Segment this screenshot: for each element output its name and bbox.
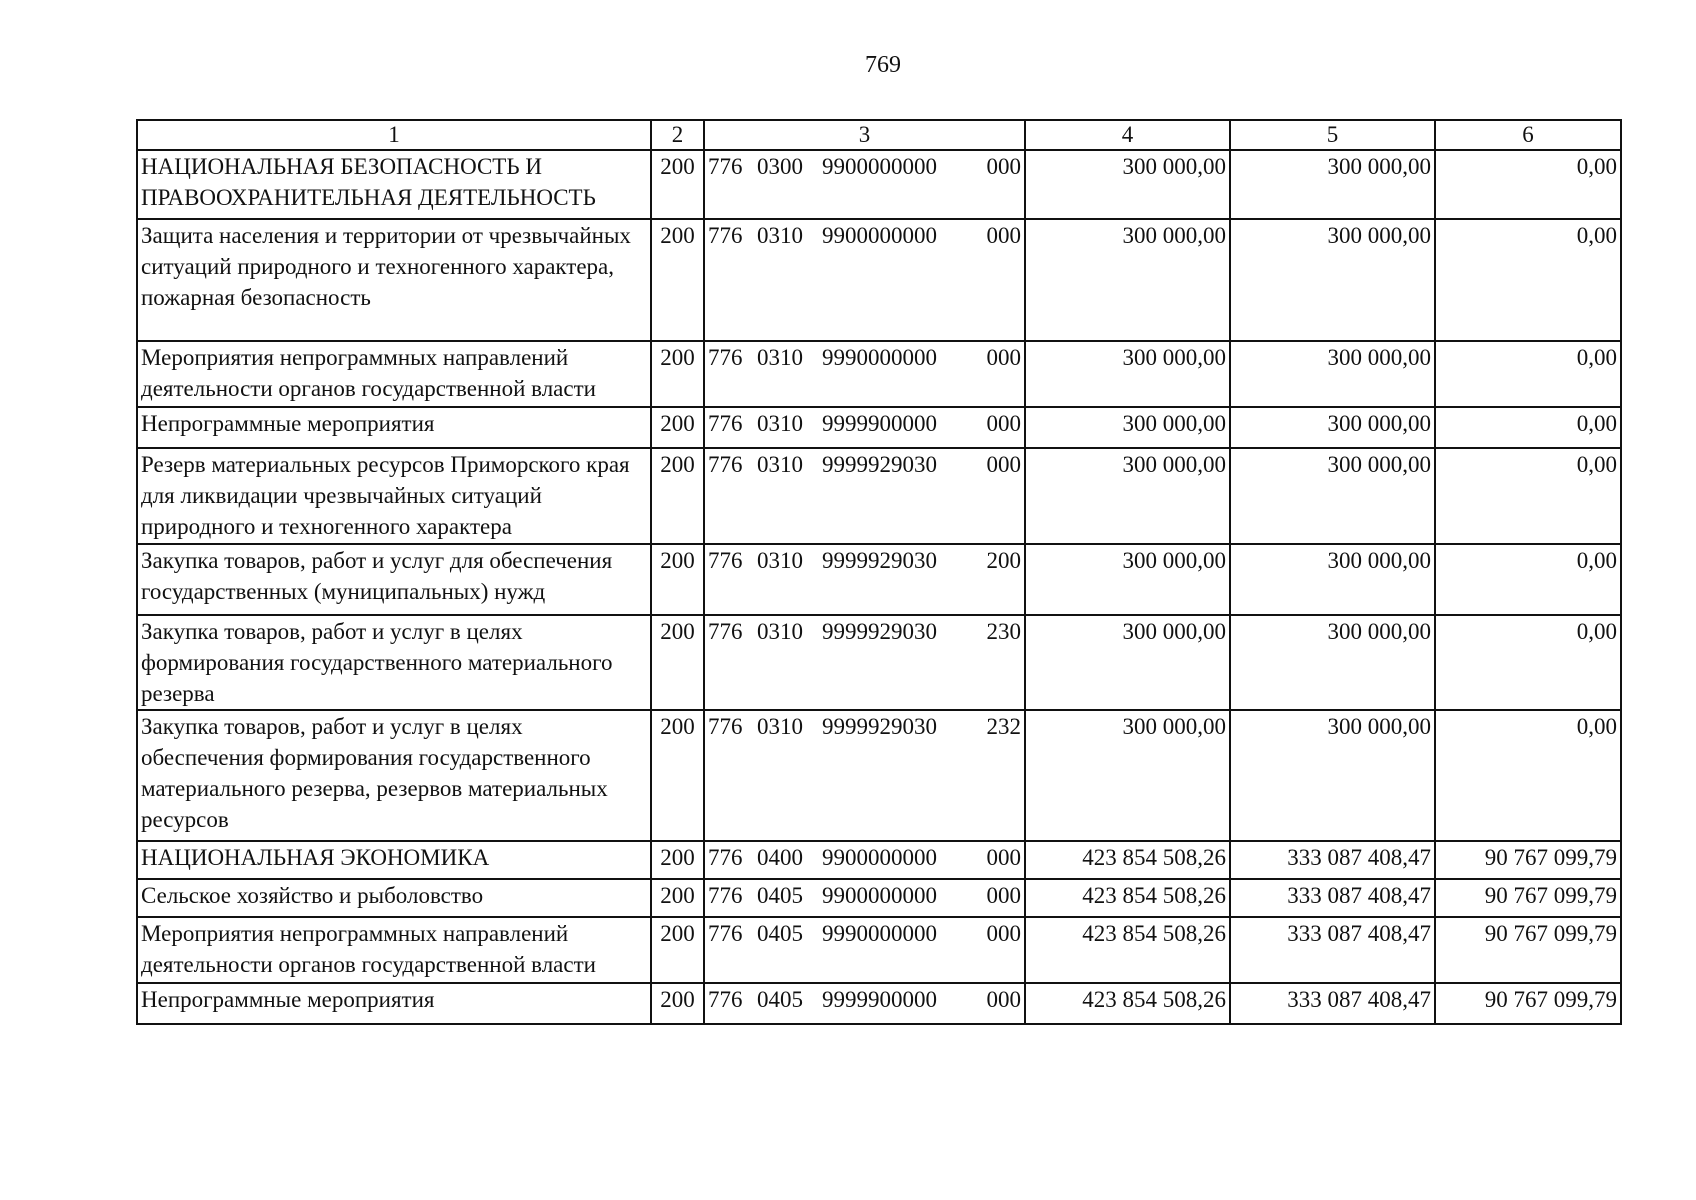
expense-type-code: 000 <box>986 223 1021 248</box>
amount-col6: 90 767 099,79 <box>1435 917 1621 983</box>
expense-type-code: 000 <box>986 345 1021 370</box>
section-code: 0300 <box>757 154 803 179</box>
row-codes <box>704 219 1025 341</box>
amount-col6: 90 767 099,79 <box>1435 879 1621 917</box>
section-code: 0310 <box>757 548 803 573</box>
dept-code: 776 <box>708 845 743 870</box>
section-code: 0310 <box>757 411 803 436</box>
row-name: Закупка товаров, работ и услуг в целях формирования государственного материального резерва <box>137 615 651 710</box>
row-name: Резерв материальных ресурсов Приморского края для ликвидации чрезвычайных ситуаций природного и техногенного характера <box>137 448 651 544</box>
amount-col5: 333 087 408,47 <box>1230 879 1435 917</box>
amount-col6: 90 767 099,79 <box>1435 983 1621 1024</box>
amount-col4: 423 854 508,26 <box>1025 879 1230 917</box>
table-row <box>137 407 1621 448</box>
section-code: 0310 <box>757 714 803 739</box>
column-header-6: 6 <box>1435 120 1621 150</box>
row-code-col2: 200 <box>651 448 704 544</box>
target-code: 9999900000 <box>822 411 937 436</box>
page-number: 769 <box>865 52 901 78</box>
section-code: 0310 <box>757 452 803 477</box>
amount-col6: 0,00 <box>1435 710 1621 841</box>
table-body <box>137 150 1621 1024</box>
target-code: 9999900000 <box>822 987 937 1012</box>
table-row <box>137 341 1621 407</box>
row-code-col2: 200 <box>651 150 704 219</box>
table-row <box>137 615 1621 710</box>
amount-col4: 300 000,00 <box>1025 448 1230 544</box>
expense-type-code: 230 <box>986 619 1021 644</box>
column-header-4: 4 <box>1025 120 1230 150</box>
row-codes <box>704 544 1025 615</box>
amount-col6: 0,00 <box>1435 150 1621 219</box>
amount-col4: 300 000,00 <box>1025 710 1230 841</box>
expense-type-code: 000 <box>986 921 1021 946</box>
row-name: Непрограммные мероприятия <box>137 407 651 448</box>
amount-col5: 300 000,00 <box>1230 219 1435 341</box>
row-name: Закупка товаров, работ и услуг для обеспечения государственных (муниципальных) нужд <box>137 544 651 615</box>
dept-code: 776 <box>708 154 743 179</box>
dept-code: 776 <box>708 411 743 436</box>
amount-col4: 423 854 508,26 <box>1025 917 1230 983</box>
column-header-2: 2 <box>651 120 704 150</box>
row-code-col2: 200 <box>651 615 704 710</box>
table-row <box>137 841 1621 879</box>
table-row <box>137 879 1621 917</box>
amount-col5: 300 000,00 <box>1230 448 1435 544</box>
expense-type-code: 000 <box>986 411 1021 436</box>
amount-col4: 423 854 508,26 <box>1025 983 1230 1024</box>
target-code: 9999929030 <box>822 452 937 477</box>
target-code: 9900000000 <box>822 154 937 179</box>
amount-col5: 333 087 408,47 <box>1230 841 1435 879</box>
table-row <box>137 917 1621 983</box>
row-name: НАЦИОНАЛЬНАЯ ЭКОНОМИКА <box>137 841 651 879</box>
row-codes <box>704 841 1025 879</box>
row-name: Закупка товаров, работ и услуг в целях обеспечения формирования государственного материального резерва, резервов материальных ресурсов <box>137 710 651 841</box>
row-code-col2: 200 <box>651 219 704 341</box>
row-codes <box>704 710 1025 841</box>
target-code: 9900000000 <box>822 845 937 870</box>
amount-col4: 300 000,00 <box>1025 615 1230 710</box>
row-name: Мероприятия непрограммных направлений деятельности органов государственной власти <box>137 917 651 983</box>
target-code: 9990000000 <box>822 921 937 946</box>
row-name: НАЦИОНАЛЬНАЯ БЕЗОПАСНОСТЬ И ПРАВООХРАНИТЕЛЬНАЯ ДЕЯТЕЛЬНОСТЬ <box>137 150 651 219</box>
dept-code: 776 <box>708 714 743 739</box>
amount-col6: 0,00 <box>1435 219 1621 341</box>
expense-type-code: 000 <box>986 452 1021 477</box>
row-code-col2: 200 <box>651 341 704 407</box>
section-code: 0405 <box>757 921 803 946</box>
expense-type-code: 000 <box>986 987 1021 1012</box>
amount-col5: 333 087 408,47 <box>1230 983 1435 1024</box>
dept-code: 776 <box>708 223 743 248</box>
row-name: Непрограммные мероприятия <box>137 983 651 1024</box>
amount-col6: 90 767 099,79 <box>1435 841 1621 879</box>
row-code-col2: 200 <box>651 841 704 879</box>
row-name: Сельское хозяйство и рыболовство <box>137 879 651 917</box>
section-code: 0310 <box>757 619 803 644</box>
section-code: 0400 <box>757 845 803 870</box>
section-code: 0405 <box>757 987 803 1012</box>
row-code-col2: 200 <box>651 983 704 1024</box>
amount-col4: 300 000,00 <box>1025 219 1230 341</box>
amount-col6: 0,00 <box>1435 407 1621 448</box>
table-row <box>137 710 1621 841</box>
target-code: 9900000000 <box>822 223 937 248</box>
row-codes <box>704 879 1025 917</box>
dept-code: 776 <box>708 921 743 946</box>
row-codes <box>704 983 1025 1024</box>
amount-col6: 0,00 <box>1435 341 1621 407</box>
row-name: Защита населения и территории от чрезвычайных ситуаций природного и техногенного характера, пожарная безопасность <box>137 219 651 341</box>
target-code: 9900000000 <box>822 883 937 908</box>
row-code-col2: 200 <box>651 710 704 841</box>
column-header-1: 1 <box>137 120 651 150</box>
amount-col5: 300 000,00 <box>1230 710 1435 841</box>
amount-col5: 300 000,00 <box>1230 407 1435 448</box>
table-row <box>137 983 1621 1024</box>
amount-col5: 333 087 408,47 <box>1230 917 1435 983</box>
section-code: 0310 <box>757 223 803 248</box>
amount-col4: 300 000,00 <box>1025 544 1230 615</box>
target-code: 9999929030 <box>822 548 937 573</box>
amount-col5: 300 000,00 <box>1230 341 1435 407</box>
header-row <box>137 120 1621 150</box>
dept-code: 776 <box>708 883 743 908</box>
amount-col5: 300 000,00 <box>1230 150 1435 219</box>
dept-code: 776 <box>708 452 743 477</box>
table-row <box>137 544 1621 615</box>
row-code-col2: 200 <box>651 879 704 917</box>
table-row <box>137 219 1621 341</box>
amount-col6: 0,00 <box>1435 448 1621 544</box>
expense-type-code: 000 <box>986 154 1021 179</box>
amount-col6: 0,00 <box>1435 544 1621 615</box>
budget-table <box>136 119 1622 1025</box>
section-code: 0310 <box>757 345 803 370</box>
row-codes <box>704 150 1025 219</box>
amount-col4: 300 000,00 <box>1025 150 1230 219</box>
amount-col6: 0,00 <box>1435 615 1621 710</box>
row-codes <box>704 341 1025 407</box>
row-code-col2: 200 <box>651 544 704 615</box>
row-name: Мероприятия непрограммных направлений деятельности органов государственной власти <box>137 341 651 407</box>
row-code-col2: 200 <box>651 407 704 448</box>
target-code: 9999929030 <box>822 714 937 739</box>
target-code: 9990000000 <box>822 345 937 370</box>
target-code: 9999929030 <box>822 619 937 644</box>
expense-type-code: 000 <box>986 845 1021 870</box>
amount-col4: 300 000,00 <box>1025 407 1230 448</box>
amount-col4: 300 000,00 <box>1025 341 1230 407</box>
dept-code: 776 <box>708 345 743 370</box>
table-row <box>137 150 1621 219</box>
column-header-5: 5 <box>1230 120 1435 150</box>
table-row <box>137 448 1621 544</box>
expense-type-code: 000 <box>986 883 1021 908</box>
row-codes <box>704 917 1025 983</box>
amount-col4: 423 854 508,26 <box>1025 841 1230 879</box>
amount-col5: 300 000,00 <box>1230 544 1435 615</box>
row-codes <box>704 407 1025 448</box>
dept-code: 776 <box>708 619 743 644</box>
row-codes <box>704 615 1025 710</box>
expense-type-code: 200 <box>986 548 1021 573</box>
dept-code: 776 <box>708 548 743 573</box>
amount-col5: 300 000,00 <box>1230 615 1435 710</box>
row-code-col2: 200 <box>651 917 704 983</box>
column-header-3: 3 <box>704 120 1025 150</box>
row-codes <box>704 448 1025 544</box>
dept-code: 776 <box>708 987 743 1012</box>
section-code: 0405 <box>757 883 803 908</box>
expense-type-code: 232 <box>986 714 1021 739</box>
table-header <box>137 120 1621 150</box>
